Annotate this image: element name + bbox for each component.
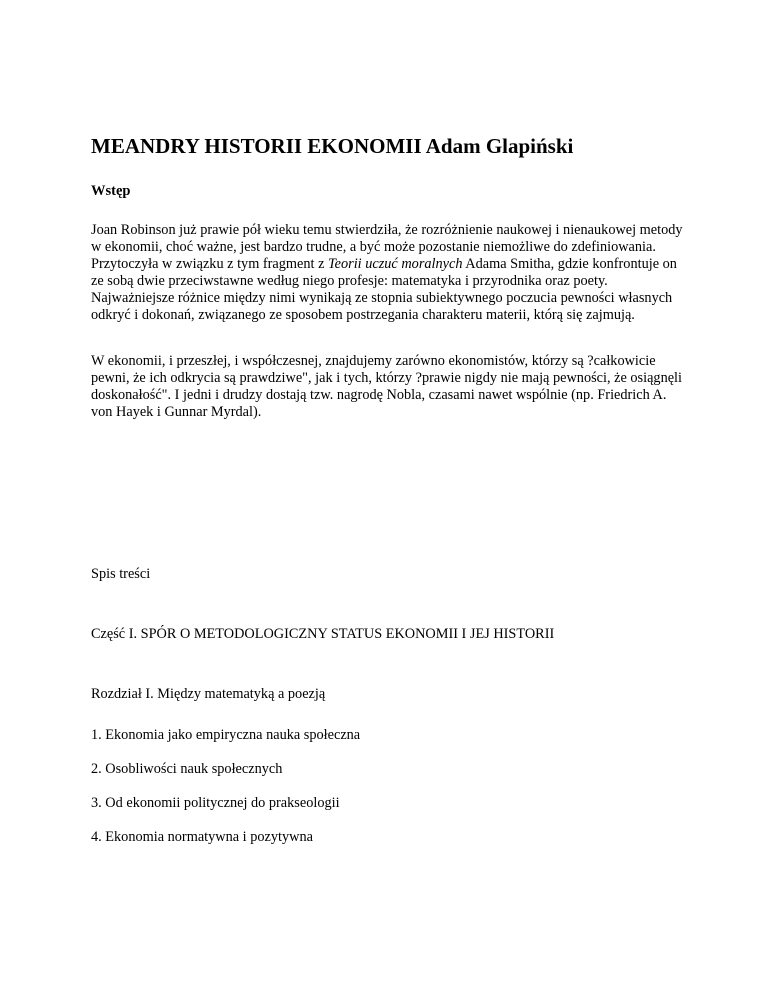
book-title-italic: Teorii uczuć moralnych	[328, 256, 463, 272]
paragraph1-text-b: Adama Smitha, gdzie konfrontuje on ze sobą dwie przeciwstawne według niego profesje: matematyka i przyrodnika oraz poety. Najważniejsze różnice między nimi wynikają ze stopnia subiektywnego poczucia pewności własnych odkryć i dokonań, związanego ze sposobem postrzegania charakteru materii, którą się zajmują.	[91, 256, 677, 323]
document-title: MEANDRY HISTORII EKONOMII Adam Glapiński	[91, 134, 574, 158]
toc-part-1: Część I. SPÓR O METODOLOGICZNY STATUS EKONOMII I JEJ HISTORII	[91, 626, 555, 642]
section-heading: Wstęp	[91, 183, 131, 199]
toc-item: 1. Ekonomia jako empiryczna nauka społeczna	[91, 727, 361, 743]
toc-title: Spis treści	[91, 566, 151, 582]
intro-paragraph-2: W ekonomii, i przeszłej, i współczesnej, znajdujemy zarówno ekonomistów, którzy są ?całkowicie pewni, że ich odkrycia są prawdziwe", jak i tych, którzy ?prawie nigdy nie mają pewności, że osiągnęli doskonałość". I jedni i drudzy dostają tzw. nagrodę Nobla, czasami nawet wspólnie (np. Friedrich A. von Hayek i Gunnar Myrdal).	[91, 353, 683, 420]
toc-item: 2. Osobliwości nauk społecznych	[91, 761, 283, 777]
toc-item: 3. Od ekonomii politycznej do prakseologii	[91, 795, 340, 811]
toc-item: 4. Ekonomia normatywna i pozytywna	[91, 829, 313, 845]
paragraph1-text-a: Joan Robinson już prawie pół wieku temu stwierdziła, że rozróżnienie naukowej i nienaukowej metody w ekonomii, choć ważne, jest bardzo trudne, a być może pozostanie niemożliwe do zdefiniowania. Przytoczyła w związku z tym fragment z	[91, 222, 683, 272]
intro-paragraph-1	[91, 222, 691, 324]
toc-chapter-1: Rozdział I. Między matematyką a poezją	[91, 686, 326, 702]
